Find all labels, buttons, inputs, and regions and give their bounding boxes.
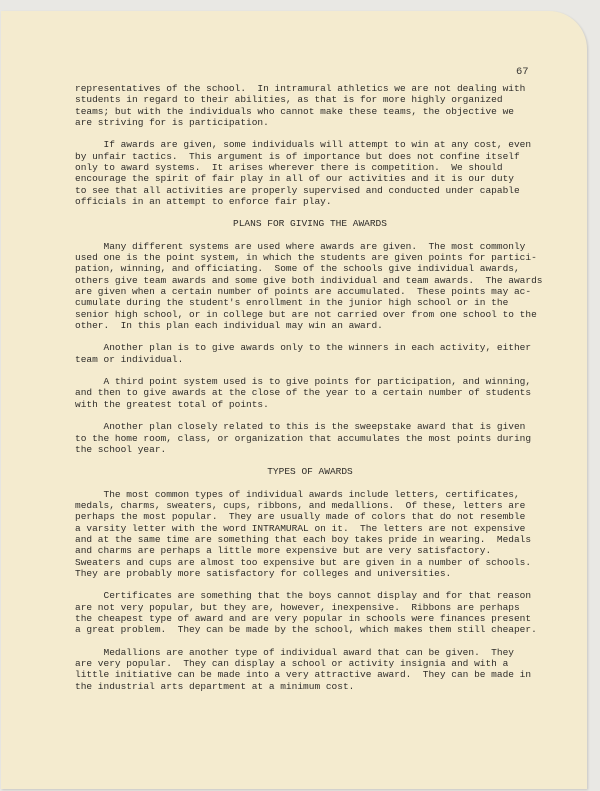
paragraph xyxy=(75,647,545,692)
paragraph-gap xyxy=(75,128,545,139)
text-line: the cheapest type of award and are very popular in schools were finances present xyxy=(75,612,532,624)
text-line: They are probably more satisfactory for colleges and universities. xyxy=(75,567,452,579)
text-line: Many different systems are used where awards are given. The most commonly xyxy=(75,240,526,252)
page-number: 67 xyxy=(516,66,529,78)
paragraph-gap xyxy=(75,636,545,647)
text-line: used one is the point system, in which the students are given points for partici- xyxy=(75,252,537,264)
paragraph xyxy=(75,421,545,455)
text-line: students in regard to their abilities, as that is for more highly organized xyxy=(75,94,503,106)
paragraph xyxy=(75,342,545,365)
text-line: by unfair tactics. This argument is of importance but does not confine itself xyxy=(75,150,520,162)
text-line: a great problem. They can be made by the school, which makes them still cheaper. xyxy=(75,624,537,636)
text-line: team or individual. xyxy=(75,353,184,365)
text-line: Sweaters and cups are almost too expensive but are given in a number of schools. xyxy=(75,556,532,568)
paragraph-gap xyxy=(75,230,545,241)
text-line: teams; but with the individuals who cannot make these teams, the objective we xyxy=(75,105,514,117)
document-body xyxy=(75,83,545,692)
text-line: a varsity letter with the word INTRAMURAL on it. The letters are not expensive xyxy=(75,522,526,534)
text-line: and then to give awards at the close of the year to a certain number of students xyxy=(75,387,532,399)
paragraph-gap xyxy=(75,365,545,376)
text-line: to see that all activities are properly supervised and conducted under capable xyxy=(75,184,520,196)
paragraph xyxy=(75,590,545,635)
text-line: officials in an attempt to enforce fair play. xyxy=(75,195,332,207)
text-line: are given when a certain number of points are accumulated. These points may ac- xyxy=(75,286,532,298)
text-line: senior high school, or in college but are not carried over from one school to the xyxy=(75,308,537,320)
text-line: other. In this plan each individual may win an award. xyxy=(75,319,383,331)
text-line: Medallions are another type of individual award that can be given. They xyxy=(75,646,514,658)
text-line: and charms are perhaps a little more expensive but are very satisfactory. xyxy=(75,545,492,557)
section-heading: PLANS FOR GIVING THE AWARDS xyxy=(233,218,387,230)
text-line: A third point system used is to give points for participation, and winning, xyxy=(75,376,532,388)
text-line: encourage the spirit of fair play in all of our activities and it is our duty xyxy=(75,173,514,185)
text-line: little initiative can be made into a very attractive award. They can be made in xyxy=(75,669,532,681)
text-line: medals, charms, sweaters, cups, ribbons, and medallions. Of these, letters are xyxy=(75,500,526,512)
text-line: only to award systems. It arises wherever there is competition. We should xyxy=(75,161,503,173)
paragraph-gap xyxy=(75,478,545,489)
paragraph-gap xyxy=(75,331,545,342)
text-line: cumulate during the student's enrollment in the junior high school or in the xyxy=(75,297,509,309)
text-line: The most common types of individual awards include letters, certificates, xyxy=(75,488,520,500)
text-line: others give team awards and some give both individual and team awards. The awards xyxy=(75,274,543,286)
text-line: are very popular. They can display a school or activity insignia and with a xyxy=(75,658,509,670)
paragraph-gap xyxy=(75,207,545,218)
text-line: pation, winning, and officiating. Some of the schools give individual awards, xyxy=(75,263,520,275)
text-line: Another plan closely related to this is the sweepstake award that is given xyxy=(75,421,526,433)
paragraph xyxy=(75,139,545,207)
paragraph xyxy=(75,489,545,579)
text-line: representatives of the school. In intramural athletics we are not dealing with xyxy=(75,83,526,94)
text-line: the school year. xyxy=(75,443,167,455)
text-line: Another plan is to give awards only to the winners in each activity, either xyxy=(75,342,532,354)
paragraph xyxy=(75,241,545,331)
paragraph-gap xyxy=(75,455,545,466)
paragraph-gap xyxy=(75,410,545,421)
text-line: Certificates are something that the boys cannot display and for that reason xyxy=(75,590,532,602)
text-line: are not very popular, but they are, however, inexpensive. Ribbons are perhaps xyxy=(75,601,520,613)
text-line: If awards are given, some individuals will attempt to win at any cost, even xyxy=(75,139,532,151)
text-line: and at the same time are something that each boy takes pride in wearing. Medals xyxy=(75,534,532,545)
paragraph xyxy=(75,83,545,128)
section-heading: TYPES OF AWARDS xyxy=(267,466,353,478)
paragraph xyxy=(75,376,545,410)
text-line: the industrial arts department at a minimum cost. xyxy=(75,680,355,692)
text-line: perhaps the most popular. They are usually made of colors that do not resemble xyxy=(75,511,526,523)
paragraph-gap xyxy=(75,579,545,590)
text-line: to the home room, class, or organization that accumulates the most points during xyxy=(75,432,532,444)
text-line: are striving for is participation. xyxy=(75,116,269,128)
text-line: with the greatest total of points. xyxy=(75,398,269,410)
